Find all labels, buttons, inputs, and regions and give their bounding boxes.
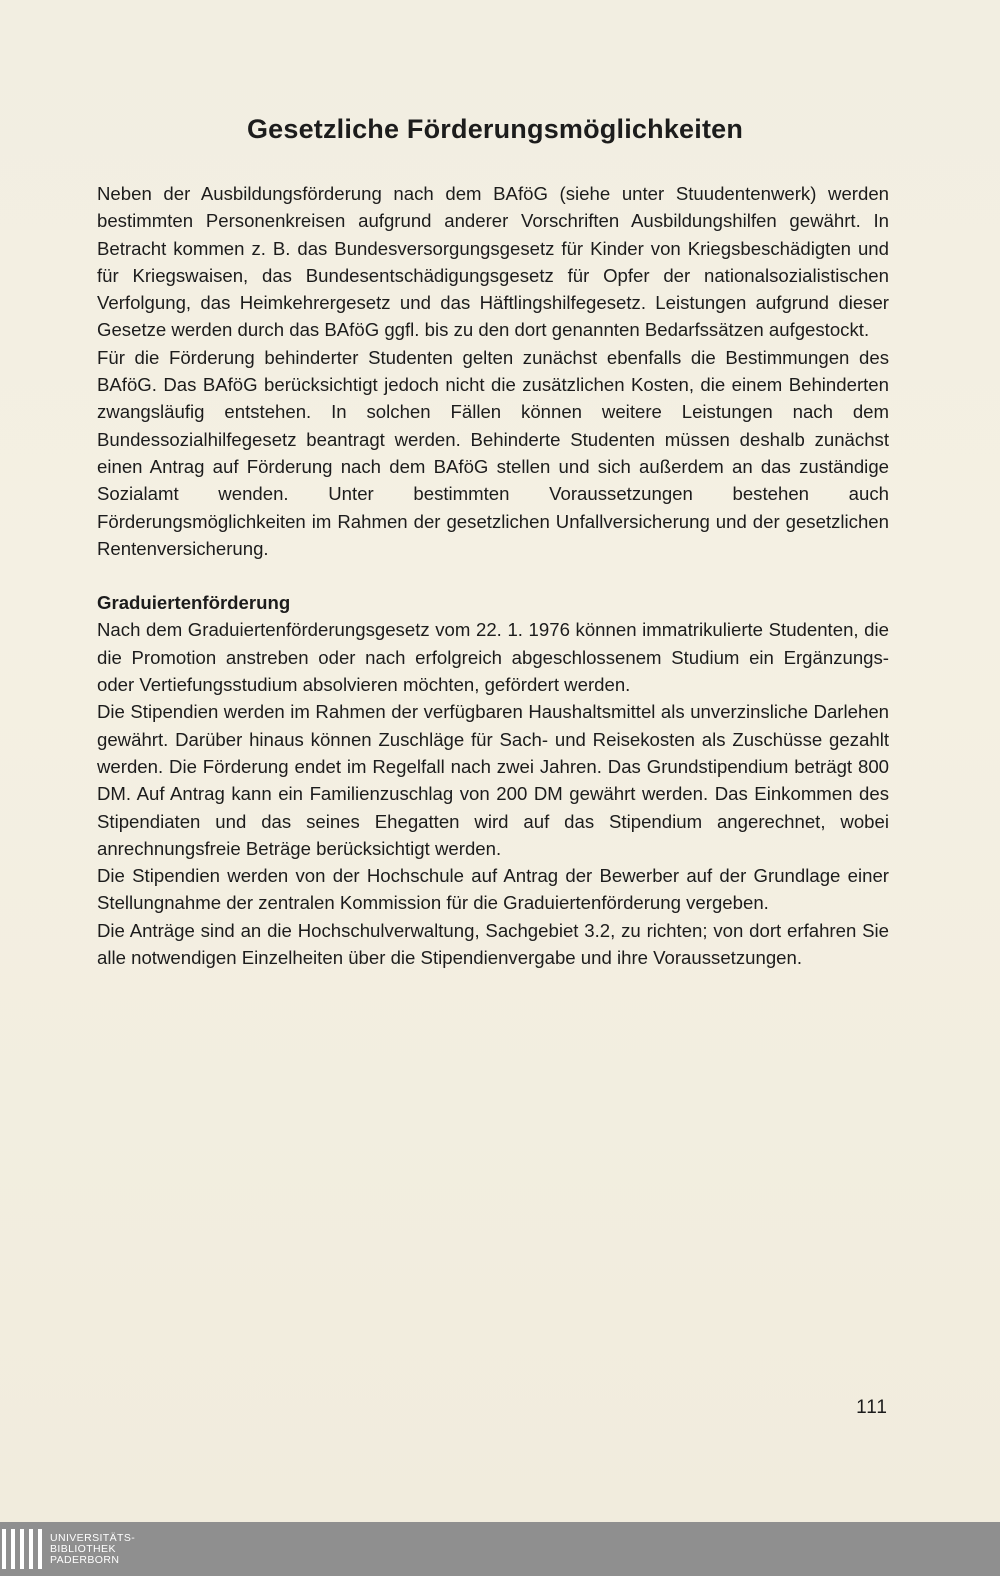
- paragraph-section-4: Die Anträge sind an die Hochschulverwaltung, Sachgebiet 3.2, zu richten; von dort erfahren Sie alle notwendigen Einzelheiten über die Stipendienvergabe und ihre Voraussetzungen.: [97, 919, 889, 969]
- section-heading: Graduiertenförderung: [97, 592, 291, 614]
- body-text: [97, 180, 889, 971]
- logo-bars-icon: [2, 1529, 42, 1569]
- paragraph-intro-1: Neben der Ausbildungsförderung nach dem BAföG (siehe unter Stuudentenwerk) werden bestimmten Personenkreisen aufgrund anderer Vorschriften Ausbildungshilfen gewährt. In Betracht kommen z. B. das Bundesversorgungsgesetz für Kinder von Kriegsbeschädigten und für Kriegswaisen, das Bundesentschädigungsgesetz für Opfer der nationalsozialistischen Verfolgung, das Heimkehrergesetz und das Häftlingshilfegesetz. Leistungen aufgrund dieser Gesetze werden durch das BAföG ggfl. bis zu den dort genannten Bedarfssätzen aufgestockt.: [97, 183, 889, 341]
- logo-line-1: UNIVERSITÄTS-: [50, 1531, 136, 1544]
- paragraph-intro-2: Für die Förderung behinderter Studenten gelten zunächst ebenfalls die Bestimmungen des BAföG. Das BAföG berücksichtigt jedoch nicht die zusätzlichen Kosten, die einem Behinderten zwangsläufig entstehen. In solchen Fällen können weitere Leistungen nach dem Bundessozialhilfegesetz beantragt werden. Behinderte Studenten müssen deshalb zunächst einen Antrag auf Förderung nach dem BAföG stellen und sich außerdem an das zuständige Sozialamt wenden. Unter bestimmten Voraussetzungen bestehen auch Förderungsmöglichkeiten im Rahmen der gesetzlichen Unfallversicherung und der gesetzlichen Rentenversicherung.: [97, 346, 889, 559]
- logo-line-3: PADERBORN: [50, 1553, 120, 1566]
- paragraph-section-2: Die Stipendien werden im Rahmen der verfügbaren Haushaltsmittel als unverzinsliche Darlehen gewährt. Darüber hinaus können Zuschläge für Sach- und Reisekosten als Zuschüsse gezahlt werden. Die Förderung endet im Regelfall nach zwei Jahren. Das Grundstipendium beträgt 800 DM. Auf Antrag kann ein Familienzuschlag von 200 DM gewährt werden. Das Einkommen des Stipendiaten und das seines Ehegatten wird auf das Stipendium angerechnet, wobei anrechnungsfreie Beträge berücksichtigt werden.: [97, 701, 889, 859]
- paragraph-section-1: Nach dem Graduiertenförderungsgesetz vom 22. 1. 1976 können immatrikulierte Studenten, die die Promotion anstreben oder nach erfolgreich abgeschlossenem Studium ein Ergänzungs- oder Vertiefungsstudium absolvieren möchten, gefördert werden.: [97, 619, 889, 696]
- page-number: 111: [856, 1397, 888, 1418]
- page-title: Gesetzliche Förderungsmöglichkeiten: [246, 114, 744, 144]
- logo-text: [50, 1533, 135, 1566]
- library-footer-bar: [0, 1522, 1000, 1576]
- logo-line-2: BIBLIOTHEK: [50, 1542, 116, 1555]
- library-logo: [0, 1522, 135, 1576]
- paragraph-section-3: Die Stipendien werden von der Hochschule auf Antrag der Bewerber auf der Grundlage einer Stellungnahme der zentralen Kommission für die Graduiertenförderung vergeben.: [97, 865, 889, 914]
